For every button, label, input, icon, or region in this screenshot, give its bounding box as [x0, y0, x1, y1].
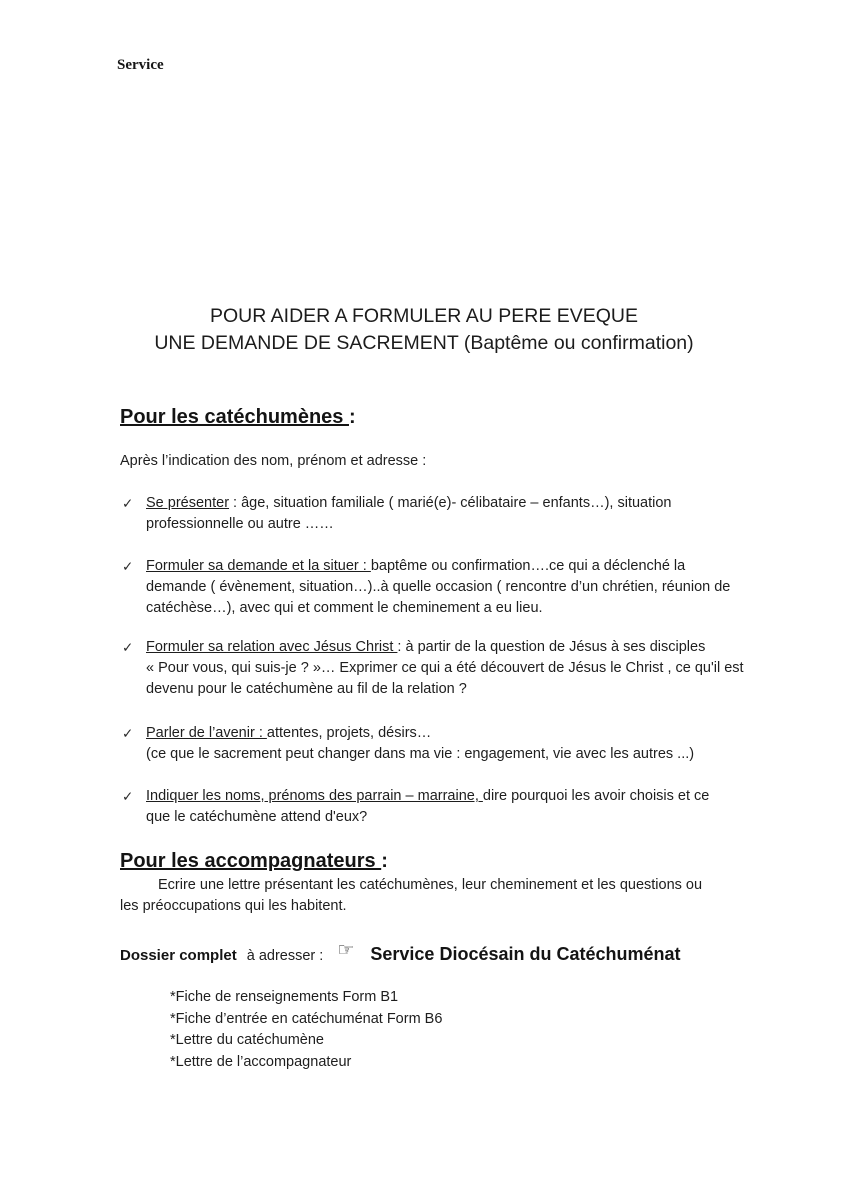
bullet-rest: baptême ou confirmation….ce qui a déclenché la	[370, 558, 686, 574]
checklist-item-text	[146, 637, 744, 700]
bullet-line: catéchèse…), avec qui et comment le cheminement a eu lieu.	[146, 600, 543, 616]
dossier-label: Dossier complet	[120, 947, 237, 964]
checklist-item-text	[146, 493, 671, 535]
bullet-line	[146, 786, 709, 807]
checklist-item-se-presenter	[122, 493, 671, 535]
bullet-lead: Formuler sa relation avec Jésus Christ	[146, 639, 398, 655]
bullet-line	[146, 556, 730, 577]
bullet-lead: Parler de l’avenir :	[146, 725, 267, 741]
checklist-item-text	[146, 786, 709, 828]
bullet-line	[146, 723, 694, 744]
section-heading-text: Pour les catéchumènes	[120, 406, 349, 428]
checklist-item-text	[146, 556, 730, 619]
section-heading-text: Pour les accompagnateurs	[120, 850, 382, 872]
check-icon: ✓	[122, 640, 134, 655]
intro-line: Après l’indication des nom, prénom et adresse :	[120, 453, 427, 469]
bullet-line: demande ( évènement, situation…)..à quelle occasion ( rencontre d’un chrétien, réunion de	[146, 579, 731, 595]
bullet-lead: Se présenter	[146, 495, 230, 511]
bullet-rest: dire pourquoi les avoir choisis et ce	[482, 788, 710, 804]
section-heading-catechumenes	[120, 405, 356, 430]
section-heading-colon: :	[348, 406, 356, 428]
checklist-item-parler-avenir	[122, 723, 694, 765]
checklist-item-parrain-marraine	[122, 786, 709, 828]
check-icon: ✓	[122, 726, 134, 741]
paragraph-line: Ecrire une lettre présentant les catéchumènes, leur cheminement et les questions ou	[158, 877, 703, 893]
attachment-item: *Lettre de l’accompagnateur	[170, 1053, 352, 1070]
bullet-line: professionnelle ou autre ……	[146, 516, 334, 532]
bullet-rest: : âge, situation familiale ( marié(e)- célibataire – enfants…), situation	[229, 495, 672, 511]
bullet-line: (ce que le sacrement peut changer dans ma vie : engagement, vie avec les autres ...)	[146, 746, 695, 762]
bullet-line: que le catéchumène attend d'eux?	[146, 809, 368, 825]
doc-title	[0, 303, 848, 356]
bullet-lead: Formuler sa demande et la situer :	[146, 558, 371, 574]
bullet-line: devenu pour le catéchumène au fil de la relation ?	[146, 681, 467, 697]
check-icon: ✓	[122, 496, 134, 511]
attachment-item: *Fiche de renseignements Form B1	[170, 989, 399, 1005]
bullet-rest: : à partir de la question de Jésus à ses disciples	[397, 639, 706, 655]
doc-title-line2: UNE DEMANDE DE SACREMENT (Baptême ou confirmation)	[154, 331, 694, 354]
dossier-instruction: à adresser :	[242, 948, 328, 964]
paragraph-line: les préoccupations qui les habitent.	[120, 898, 347, 914]
attachments-list	[170, 987, 442, 1073]
checklist-item-text	[146, 723, 694, 765]
bullet-line	[146, 637, 744, 658]
check-icon: ✓	[122, 789, 134, 804]
doc-category-label: Service	[117, 57, 164, 73]
accompagnateurs-paragraph	[120, 875, 790, 917]
checklist-item-relation-jesus	[122, 637, 744, 700]
attachment-item: *Lettre du catéchumène	[170, 1032, 324, 1048]
pointing-hand-icon: ☞	[337, 939, 355, 961]
section-heading-accompagnateurs	[120, 849, 388, 874]
dossier-line	[120, 941, 681, 969]
bullet-lead: Indiquer les noms, prénoms des parrain – marraine,	[146, 788, 483, 804]
bullet-line: « Pour vous, qui suis-je ? »… Exprimer ce qui a été découvert de Jésus le Christ , ce qu'il est	[146, 660, 744, 676]
doc-title-line1: POUR AIDER A FORMULER AU PERE EVEQUE	[209, 305, 639, 327]
bullet-rest: attentes, projets, désirs…	[266, 725, 432, 741]
dossier-destination: Service Diocésain du Catéchuménat	[370, 944, 681, 964]
bullet-line	[146, 493, 671, 514]
section-heading-colon: :	[381, 850, 388, 872]
checklist-item-formuler-demande	[122, 556, 730, 619]
check-icon: ✓	[122, 559, 134, 574]
attachment-item: *Fiche d’entrée en catéchuménat Form B6	[170, 1010, 443, 1027]
